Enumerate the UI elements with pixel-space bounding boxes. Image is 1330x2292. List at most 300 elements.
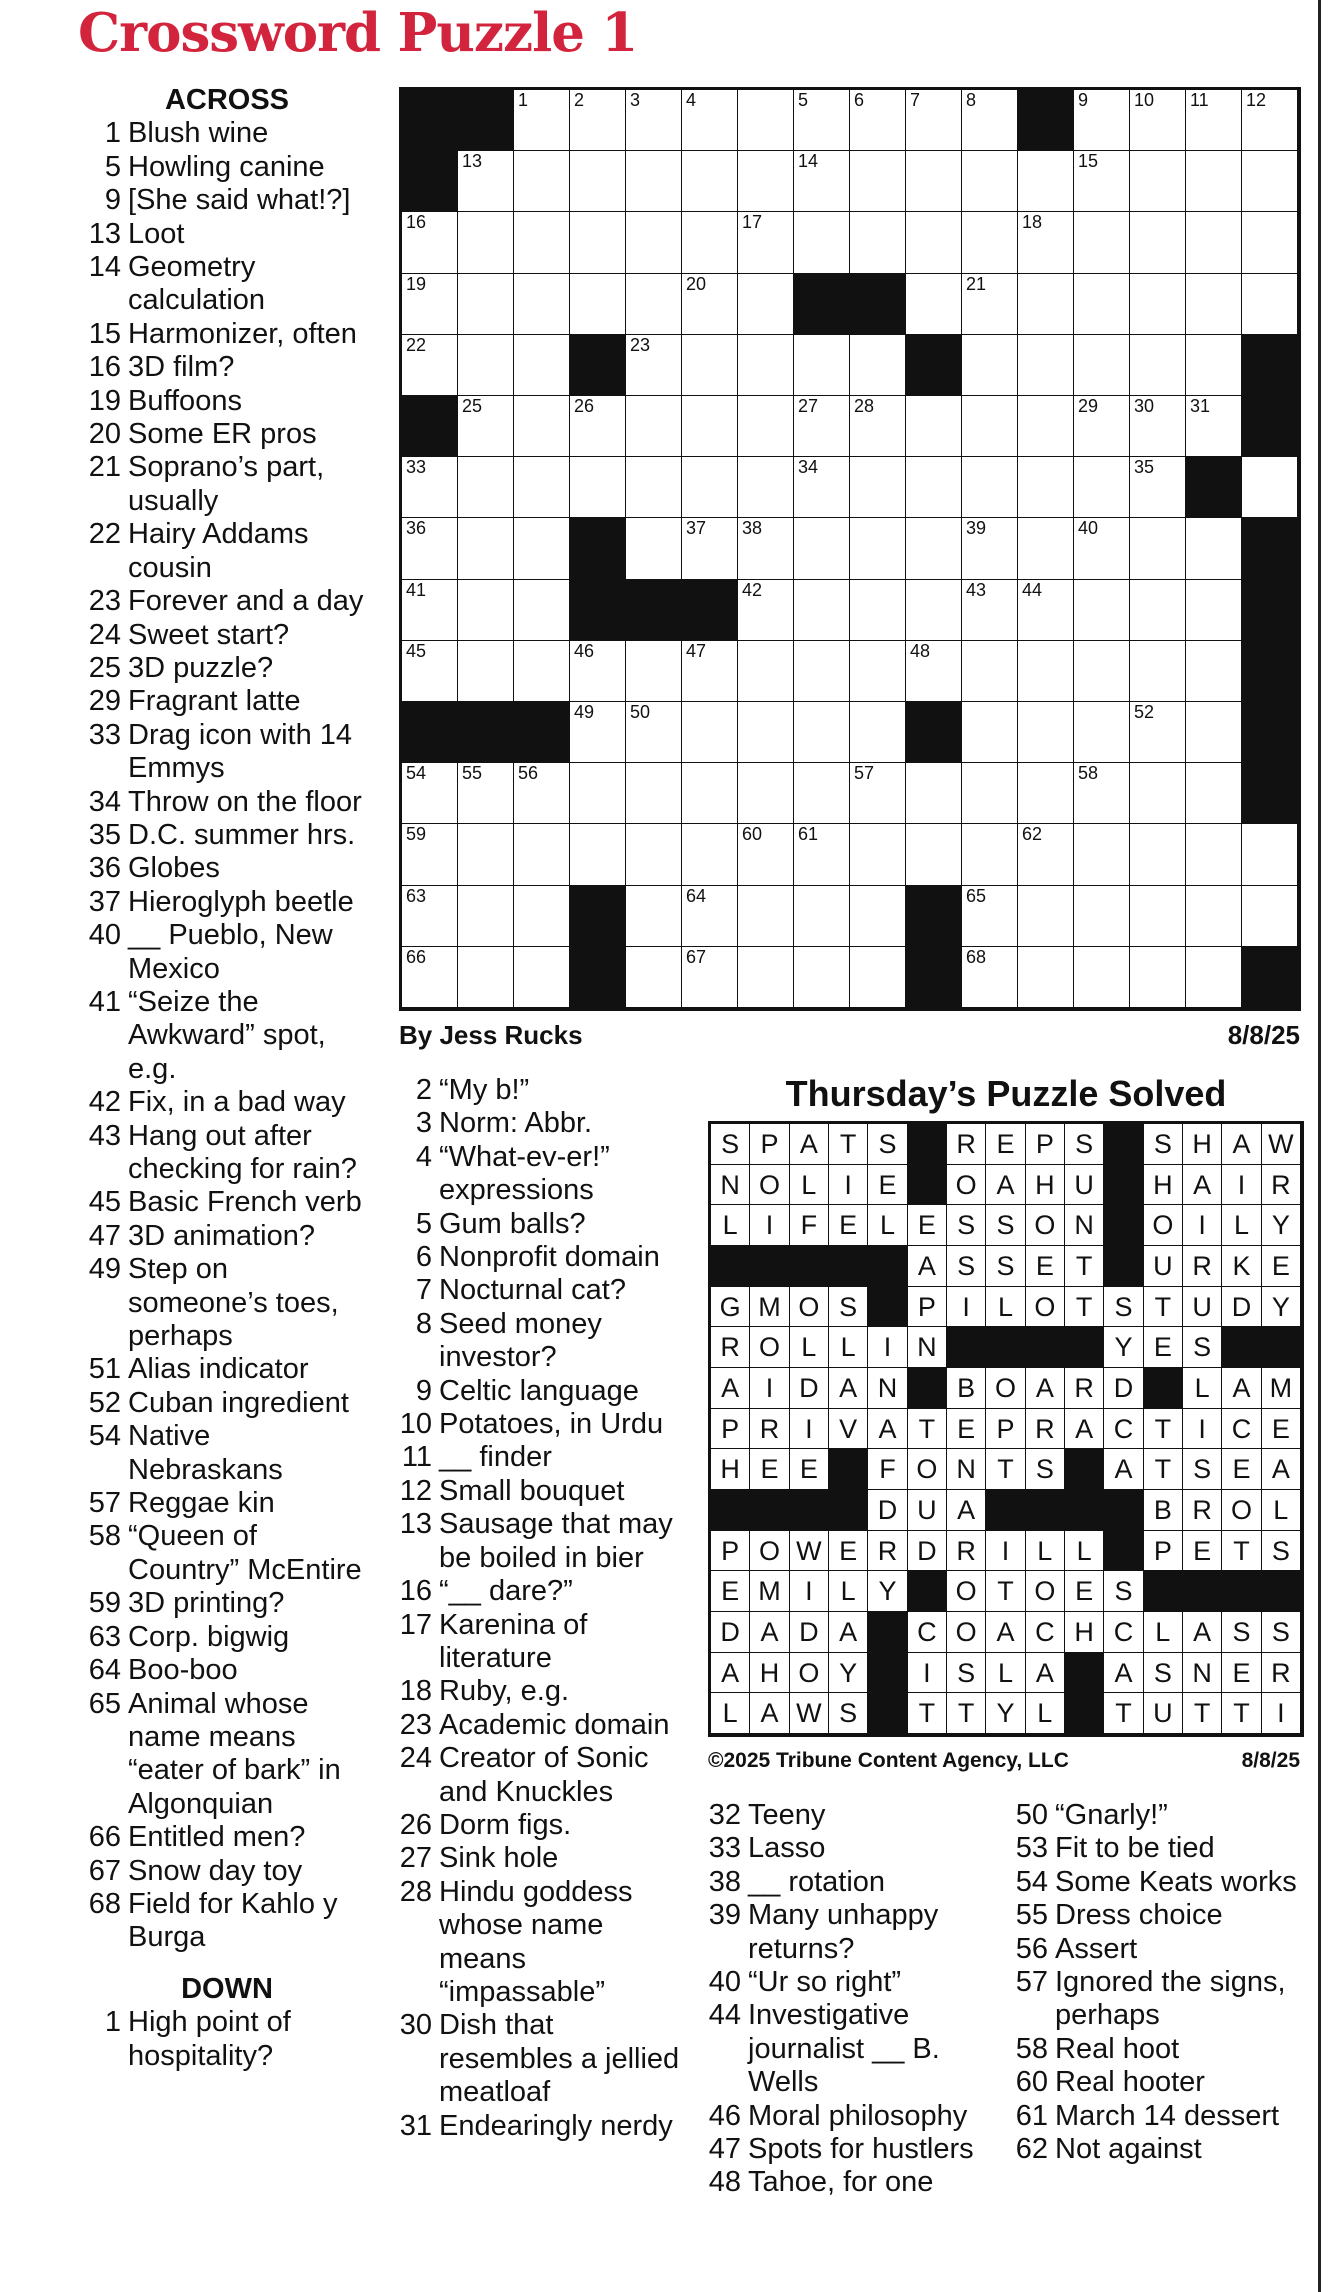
grid-cell[interactable]	[1018, 457, 1074, 518]
solution-block	[1262, 1327, 1301, 1368]
clue-item	[82, 1821, 372, 1854]
solution-cell: E	[1222, 1449, 1261, 1490]
grid-cell[interactable]	[738, 90, 794, 151]
grid-cell[interactable]	[514, 518, 570, 579]
grid-cell[interactable]	[1186, 580, 1242, 641]
grid-cell[interactable]	[1130, 396, 1186, 457]
grid-cell[interactable]	[1074, 702, 1130, 763]
grid-cell[interactable]	[850, 212, 906, 273]
solution-cell: S	[1144, 1653, 1183, 1694]
grid-cell[interactable]	[794, 824, 850, 885]
grid-cell[interactable]	[1130, 274, 1186, 335]
clue-number: 39	[708, 1899, 741, 1932]
grid-cell[interactable]	[850, 824, 906, 885]
grid-cell[interactable]	[794, 396, 850, 457]
grid-cell[interactable]	[682, 518, 738, 579]
grid-cell[interactable]	[850, 947, 906, 1008]
grid-cell[interactable]	[906, 457, 962, 518]
clue-number: 7	[415, 1274, 432, 1307]
divider	[1318, 0, 1321, 2292]
grid-cell[interactable]	[1018, 947, 1074, 1008]
grid-block	[1018, 90, 1074, 151]
grid-cell[interactable]	[1186, 212, 1242, 273]
solution-cell: T	[908, 1409, 947, 1450]
grid-cell[interactable]	[402, 580, 458, 641]
grid-cell[interactable]	[626, 90, 682, 151]
grid-cell[interactable]	[1018, 580, 1074, 641]
grid-cell[interactable]	[402, 518, 458, 579]
grid-cell[interactable]	[906, 212, 962, 273]
grid-cell[interactable]	[402, 947, 458, 1008]
solution-cell: T	[1222, 1693, 1261, 1734]
grid-cell[interactable]	[962, 518, 1018, 579]
grid-cell[interactable]	[1018, 763, 1074, 824]
solution-cell: A	[1065, 1409, 1104, 1450]
grid-cell[interactable]	[850, 702, 906, 763]
clue-item	[82, 351, 372, 384]
grid-cell[interactable]	[1242, 457, 1298, 518]
grid-cell[interactable]	[962, 763, 1018, 824]
grid-cell[interactable]	[570, 151, 626, 212]
clue-text: D.C. summer hrs.	[128, 818, 356, 851]
grid-cell[interactable]	[458, 824, 514, 885]
solution-cell: I	[790, 1571, 829, 1612]
grid-cell[interactable]	[626, 151, 682, 212]
grid-cell[interactable]	[1186, 335, 1242, 396]
grid-cell[interactable]	[738, 886, 794, 947]
clue-number: 11	[401, 1441, 432, 1474]
grid-cell[interactable]	[570, 824, 626, 885]
grid-cell[interactable]	[962, 641, 1018, 702]
grid-cell[interactable]	[1130, 212, 1186, 273]
grid-cell[interactable]	[682, 886, 738, 947]
solution-cell: T	[1065, 1287, 1104, 1328]
grid-cell[interactable]	[738, 151, 794, 212]
grid-cell[interactable]	[458, 763, 514, 824]
grid-cell[interactable]	[514, 90, 570, 151]
grid-cell[interactable]	[626, 212, 682, 273]
grid-cell[interactable]	[1074, 641, 1130, 702]
grid-cell[interactable]	[682, 824, 738, 885]
grid-cell[interactable]	[1074, 457, 1130, 518]
clue-text: Basic French verb	[128, 1186, 362, 1219]
grid-cell[interactable]	[1018, 212, 1074, 273]
grid-cell[interactable]	[626, 886, 682, 947]
grid-cell[interactable]	[402, 212, 458, 273]
clue-text: 3D puzzle?	[128, 651, 274, 684]
grid-cell[interactable]	[1018, 518, 1074, 579]
solution-cell: D	[908, 1531, 947, 1572]
grid-cell[interactable]	[850, 90, 906, 151]
grid-cell[interactable]	[1130, 151, 1186, 212]
grid-cell[interactable]	[1018, 702, 1074, 763]
grid-cell[interactable]	[962, 335, 1018, 396]
grid-cell[interactable]	[1130, 518, 1186, 579]
grid-cell[interactable]	[794, 335, 850, 396]
grid-cell[interactable]	[1242, 886, 1298, 947]
cell-number: 52	[1134, 702, 1155, 722]
grid-cell[interactable]	[514, 947, 570, 1008]
clue-text: “Ur so right”	[748, 1966, 902, 1999]
grid-cell[interactable]	[962, 212, 1018, 273]
cell-number: 45	[406, 640, 427, 661]
grid-cell[interactable]	[682, 702, 738, 763]
across-header: ACROSS	[164, 84, 290, 116]
solution-cell: E	[868, 1165, 907, 1206]
grid-cell[interactable]	[738, 580, 794, 641]
grid-cell[interactable]	[738, 396, 794, 457]
grid-cell[interactable]	[794, 212, 850, 273]
grid-cell[interactable]	[626, 947, 682, 1008]
grid-cell[interactable]	[1186, 518, 1242, 579]
grid-cell[interactable]	[626, 641, 682, 702]
clue-text: Potatoes, in Urdu	[439, 1408, 664, 1441]
grid-cell[interactable]	[626, 763, 682, 824]
grid-cell[interactable]	[514, 886, 570, 947]
solution-cell: D	[790, 1368, 829, 1409]
grid-cell[interactable]	[682, 335, 738, 396]
cell-number: 40	[1078, 518, 1099, 539]
clue-number: 28	[399, 1875, 432, 1908]
clue-number: 6	[415, 1241, 432, 1274]
grid-cell[interactable]	[906, 641, 962, 702]
grid-cell[interactable]	[906, 518, 962, 579]
cell-number: 26	[574, 396, 595, 416]
solution-cell: P	[711, 1531, 750, 1572]
cell-number: 49	[574, 702, 595, 722]
grid-cell[interactable]	[1130, 335, 1186, 396]
grid-cell[interactable]	[1018, 274, 1074, 335]
grid-block	[1242, 947, 1298, 1008]
clue-text: Corp. bigwig	[128, 1620, 290, 1653]
grid-cell[interactable]	[850, 396, 906, 457]
grid-cell[interactable]	[962, 886, 1018, 947]
grid-cell[interactable]	[570, 274, 626, 335]
grid-cell[interactable]	[570, 457, 626, 518]
cell-number: 14	[798, 151, 819, 172]
grid-cell[interactable]	[458, 212, 514, 273]
solution-cell: Y	[1262, 1287, 1301, 1328]
clue-item	[82, 719, 372, 786]
grid-cell[interactable]	[1074, 763, 1130, 824]
grid-cell[interactable]	[794, 641, 850, 702]
grid-cell[interactable]	[962, 824, 1018, 885]
grid-cell[interactable]	[514, 641, 570, 702]
grid-cell[interactable]	[1018, 641, 1074, 702]
grid-cell[interactable]	[1186, 151, 1242, 212]
grid-cell[interactable]	[738, 702, 794, 763]
grid-cell[interactable]	[402, 824, 458, 885]
grid-cell[interactable]	[1074, 335, 1130, 396]
grid-cell[interactable]	[1074, 90, 1130, 151]
grid-cell[interactable]	[1130, 702, 1186, 763]
solution-cell: O	[750, 1531, 789, 1572]
grid-cell[interactable]	[1186, 274, 1242, 335]
clue-number: 3	[415, 1107, 432, 1140]
clue-item	[82, 218, 372, 251]
crossword-grid[interactable]	[399, 87, 1301, 1011]
cell-number: 48	[910, 640, 931, 661]
grid-cell[interactable]	[1018, 886, 1074, 947]
grid-cell[interactable]	[402, 457, 458, 518]
grid-cell[interactable]	[850, 580, 906, 641]
grid-cell[interactable]	[1130, 90, 1186, 151]
solution-cell: O	[1144, 1205, 1183, 1246]
grid-cell[interactable]	[458, 457, 514, 518]
solution-cell: L	[790, 1165, 829, 1206]
grid-cell[interactable]	[514, 763, 570, 824]
grid-cell[interactable]	[682, 396, 738, 457]
grid-cell[interactable]	[850, 151, 906, 212]
clue-item	[703, 2100, 1003, 2133]
grid-cell[interactable]	[962, 151, 1018, 212]
grid-cell[interactable]	[1018, 335, 1074, 396]
grid-cell[interactable]	[962, 274, 1018, 335]
cell-number: 57	[854, 763, 875, 784]
grid-cell[interactable]	[794, 702, 850, 763]
grid-cell[interactable]	[794, 90, 850, 151]
grid-cell[interactable]	[962, 396, 1018, 457]
grid-cell[interactable]	[794, 763, 850, 824]
grid-cell[interactable]	[906, 396, 962, 457]
grid-cell[interactable]	[1074, 151, 1130, 212]
grid-cell[interactable]	[738, 212, 794, 273]
grid-cell[interactable]	[1130, 580, 1186, 641]
grid-cell[interactable]	[1074, 580, 1130, 641]
clue-number: 24	[88, 618, 121, 651]
grid-cell[interactable]	[1130, 824, 1186, 885]
grid-cell[interactable]	[458, 518, 514, 579]
solution-cell: S	[711, 1124, 750, 1165]
grid-cell[interactable]	[514, 824, 570, 885]
clue-item	[82, 819, 372, 852]
grid-cell[interactable]	[738, 274, 794, 335]
grid-cell[interactable]	[458, 396, 514, 457]
grid-cell[interactable]	[682, 947, 738, 1008]
grid-cell[interactable]	[794, 151, 850, 212]
grid-cell[interactable]	[1186, 763, 1242, 824]
grid-cell[interactable]	[402, 641, 458, 702]
grid-cell[interactable]	[1130, 947, 1186, 1008]
solution-cell: T	[1222, 1531, 1261, 1572]
clue-number: 32	[708, 1799, 741, 1831]
grid-cell[interactable]	[850, 457, 906, 518]
grid-cell[interactable]	[850, 641, 906, 702]
grid-cell[interactable]	[458, 151, 514, 212]
grid-cell[interactable]	[682, 151, 738, 212]
grid-cell[interactable]	[1074, 824, 1130, 885]
cell-number: 58	[1078, 763, 1099, 784]
grid-cell[interactable]	[1018, 396, 1074, 457]
grid-cell[interactable]	[682, 90, 738, 151]
grid-cell[interactable]	[738, 518, 794, 579]
cell-number: 11	[1190, 90, 1209, 110]
grid-cell[interactable]	[850, 518, 906, 579]
grid-cell[interactable]	[458, 580, 514, 641]
grid-cell[interactable]	[458, 335, 514, 396]
grid-cell[interactable]	[458, 886, 514, 947]
clue-number: 19	[88, 384, 121, 417]
grid-cell[interactable]	[570, 763, 626, 824]
grid-cell[interactable]	[402, 763, 458, 824]
grid-cell[interactable]	[906, 763, 962, 824]
solution-cell: L	[790, 1327, 829, 1368]
grid-cell[interactable]	[458, 274, 514, 335]
grid-cell[interactable]	[514, 396, 570, 457]
solution-block	[1065, 1653, 1104, 1694]
grid-block	[402, 90, 458, 151]
grid-cell[interactable]	[738, 335, 794, 396]
grid-cell[interactable]	[570, 396, 626, 457]
grid-cell[interactable]	[458, 641, 514, 702]
grid-cell[interactable]	[962, 90, 1018, 151]
grid-cell[interactable]	[962, 457, 1018, 518]
clue-text: Reggae kin	[128, 1487, 275, 1520]
grid-cell[interactable]	[1242, 151, 1298, 212]
grid-cell[interactable]	[1186, 90, 1242, 151]
solution-cell: A	[750, 1693, 789, 1734]
clue-item	[82, 117, 372, 150]
grid-cell[interactable]	[906, 151, 962, 212]
grid-cell[interactable]	[906, 274, 962, 335]
grid-cell[interactable]	[1130, 457, 1186, 518]
solution-cell: B	[1144, 1490, 1183, 1531]
grid-cell[interactable]	[962, 947, 1018, 1008]
solution-cell: U	[908, 1490, 947, 1531]
cell-number: 66	[406, 946, 427, 967]
grid-cell[interactable]	[458, 947, 514, 1008]
solution-cell: A	[750, 1612, 789, 1653]
clue-text: Academic domain	[439, 1708, 670, 1741]
clue-item	[1010, 1899, 1310, 1932]
grid-cell[interactable]	[962, 702, 1018, 763]
grid-cell[interactable]	[626, 824, 682, 885]
grid-cell[interactable]	[514, 151, 570, 212]
grid-cell[interactable]	[402, 886, 458, 947]
grid-cell[interactable]	[570, 90, 626, 151]
grid-cell[interactable]	[1186, 947, 1242, 1008]
solution-block	[1065, 1490, 1104, 1531]
grid-cell[interactable]	[514, 580, 570, 641]
solution-cell: O	[790, 1653, 829, 1694]
clue-text: Endearingly nerdy	[439, 2109, 673, 2142]
grid-cell[interactable]	[1130, 763, 1186, 824]
grid-block	[514, 702, 570, 763]
grid-cell[interactable]	[626, 335, 682, 396]
grid-block	[402, 151, 458, 212]
solution-cell: E	[1065, 1571, 1104, 1612]
grid-cell[interactable]	[1018, 151, 1074, 212]
grid-cell[interactable]	[570, 212, 626, 273]
grid-cell[interactable]	[906, 90, 962, 151]
clue-number: 61	[1015, 2099, 1048, 2132]
grid-cell[interactable]	[794, 580, 850, 641]
grid-cell[interactable]	[1242, 90, 1298, 151]
grid-cell[interactable]	[1186, 641, 1242, 702]
grid-cell[interactable]	[794, 518, 850, 579]
grid-cell[interactable]	[906, 580, 962, 641]
grid-cell[interactable]	[850, 763, 906, 824]
solution-cell: T	[1183, 1693, 1222, 1734]
grid-cell[interactable]	[682, 457, 738, 518]
grid-cell[interactable]	[1242, 824, 1298, 885]
grid-cell[interactable]	[1074, 518, 1130, 579]
grid-cell[interactable]	[1130, 641, 1186, 702]
grid-cell[interactable]	[1074, 886, 1130, 947]
grid-cell[interactable]	[1242, 212, 1298, 273]
grid-cell[interactable]	[906, 824, 962, 885]
grid-cell[interactable]	[962, 580, 1018, 641]
solution-grid	[708, 1121, 1304, 1737]
grid-cell[interactable]	[626, 457, 682, 518]
grid-cell[interactable]	[1074, 274, 1130, 335]
solution-cell: T	[1144, 1409, 1183, 1450]
grid-cell[interactable]	[682, 763, 738, 824]
clue-number: 67	[88, 1854, 121, 1887]
grid-cell[interactable]	[1074, 212, 1130, 273]
grid-cell[interactable]	[1186, 886, 1242, 947]
grid-cell[interactable]	[402, 335, 458, 396]
grid-cell[interactable]	[794, 457, 850, 518]
solution-cell: O	[1026, 1571, 1065, 1612]
clue-item	[82, 385, 372, 418]
solution-cell: R	[711, 1327, 750, 1368]
solution-cell: U	[1065, 1165, 1104, 1206]
grid-cell[interactable]	[794, 886, 850, 947]
grid-cell[interactable]	[1186, 824, 1242, 885]
grid-cell[interactable]	[626, 518, 682, 579]
grid-cell[interactable]	[514, 274, 570, 335]
grid-cell[interactable]	[738, 763, 794, 824]
grid-cell[interactable]	[738, 457, 794, 518]
solution-cell: A	[711, 1368, 750, 1409]
grid-cell[interactable]	[1186, 396, 1242, 457]
grid-cell[interactable]	[626, 396, 682, 457]
clue-number: 40	[88, 919, 121, 952]
grid-cell[interactable]	[1186, 702, 1242, 763]
solution-cell: O	[790, 1287, 829, 1328]
clue-number: 47	[708, 2133, 741, 2166]
grid-cell[interactable]	[570, 641, 626, 702]
clue-text: Seed money investor?	[439, 1307, 602, 1374]
grid-cell[interactable]	[514, 212, 570, 273]
clue-item	[1010, 1832, 1310, 1865]
grid-cell[interactable]	[1130, 886, 1186, 947]
grid-cell[interactable]	[514, 335, 570, 396]
grid-cell[interactable]	[738, 641, 794, 702]
grid-cell[interactable]	[794, 947, 850, 1008]
grid-cell[interactable]	[850, 886, 906, 947]
solution-block	[1026, 1327, 1065, 1368]
grid-cell[interactable]	[626, 702, 682, 763]
grid-cell[interactable]	[1242, 274, 1298, 335]
grid-cell[interactable]	[682, 274, 738, 335]
grid-cell[interactable]	[626, 274, 682, 335]
down-clues-2	[394, 1074, 684, 2143]
grid-cell[interactable]	[402, 274, 458, 335]
grid-cell[interactable]	[1018, 824, 1074, 885]
grid-cell[interactable]	[570, 702, 626, 763]
grid-cell[interactable]	[682, 641, 738, 702]
grid-cell[interactable]	[738, 947, 794, 1008]
grid-cell[interactable]	[1074, 396, 1130, 457]
clue-item	[394, 1141, 684, 1208]
grid-cell[interactable]	[850, 335, 906, 396]
grid-cell[interactable]	[1074, 947, 1130, 1008]
grid-cell[interactable]	[514, 457, 570, 518]
grid-cell[interactable]	[738, 824, 794, 885]
grid-cell[interactable]	[682, 212, 738, 273]
